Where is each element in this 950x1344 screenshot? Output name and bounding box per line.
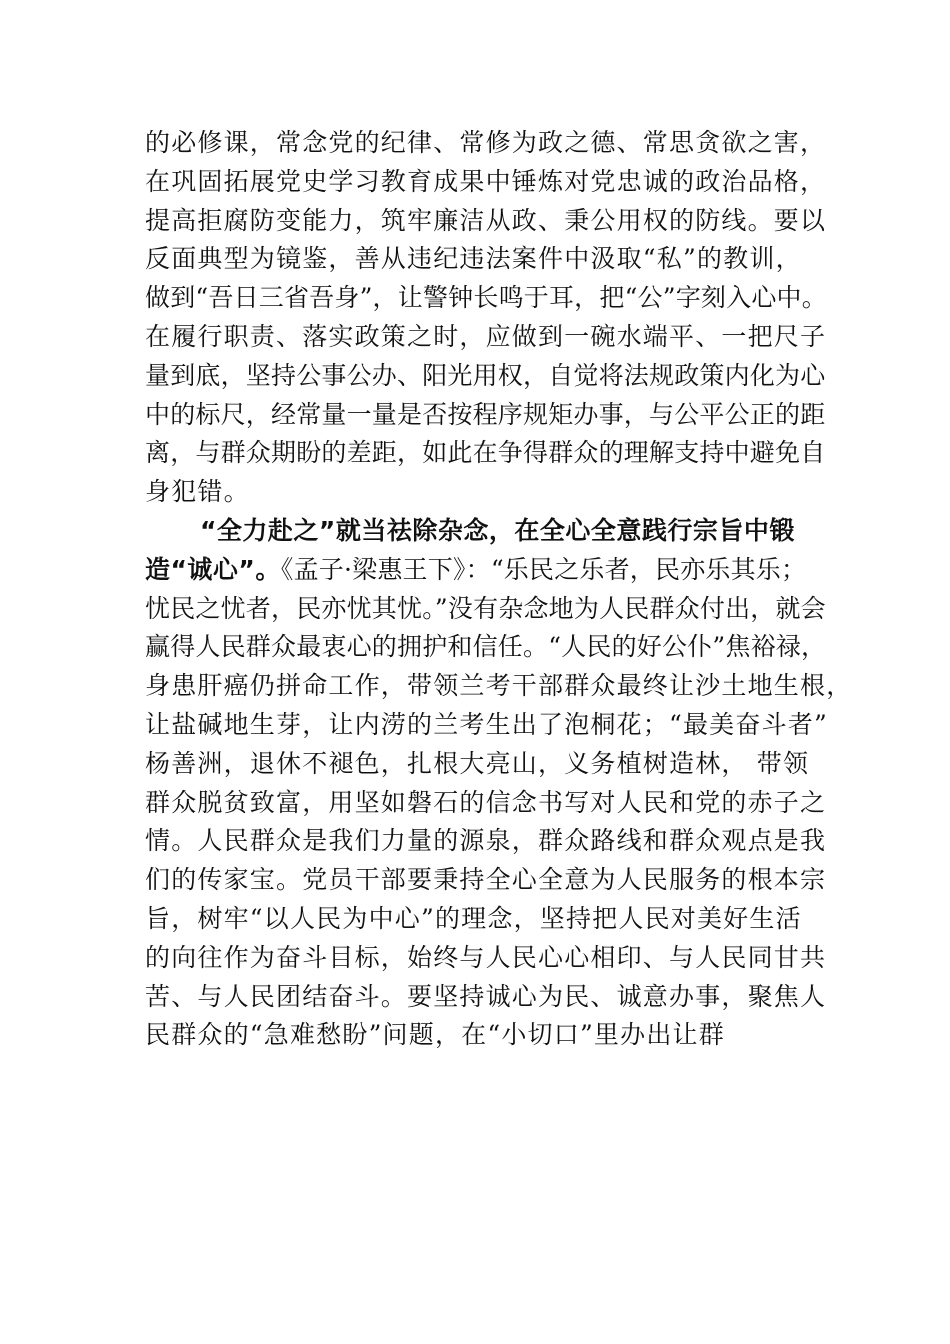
text-line: 群众脱贫致富，用坚如磐石的信念书写对人民和党的赤子之	[145, 787, 827, 817]
text-line: 忧民之忧者，民亦忧其忧。”没有杂念地为人民群众付出，就会	[145, 593, 826, 623]
text-line: 让盐碱地生芽，让内涝的兰考生出了泡桐花；“最美奋斗者”	[145, 709, 828, 739]
text-line: 民群众的“急难愁盼”问题，在“小切口”里办出让群	[145, 1020, 725, 1050]
text-line: 苦、与人民团结奋斗。要坚持诚心为民、诚意办事，聚焦人	[145, 981, 827, 1011]
text-line: 身患肝癌仍拼命工作，带领兰考干部群众最终让沙土地生根，	[145, 671, 853, 701]
text-line: 做到“吾日三省吾身”，让警钟长鸣于耳，把“公”字刻入心中。	[145, 283, 827, 313]
text-line: 量到底，坚持公事公办、阳光用权，自觉将法规政策内化为心	[145, 360, 826, 390]
text-line: 中的标尺，经常量一量是否按程序规矩办事，与公平公正的距	[145, 399, 826, 429]
quote-text: 《孟子·梁惠王下》：“乐民之乐者，民亦乐其乐；	[280, 554, 807, 584]
text-line: 在履行职责、落实政策之时，应做到一碗水端平、一把尺子	[145, 321, 827, 351]
text-line: 情。人民群众是我们力量的源泉，群众路线和群众观点是我	[145, 826, 827, 856]
text-line: 离，与群众期盼的差距，如此在争得群众的理解支持中避免自	[145, 438, 826, 468]
text-line: 旨，树牢“以人民为中心”的理念，坚持把人民对美好生活	[145, 903, 802, 933]
body-text	[145, 124, 853, 1055]
text-line: 的必修课，常念党的纪律、常修为政之德、常思贪欲之害，	[145, 128, 827, 157]
text-line: 的向往作为奋斗目标，始终与人民心心相印、与人民同甘共	[145, 942, 827, 972]
text-line: 们的传家宝。党员干部要秉持全心全意为人民服务的根本宗	[145, 865, 827, 895]
text-line: 反面典型为镜鉴，善从违纪违法案件中汲取“私”的教训，	[145, 244, 802, 274]
text-line: 在巩固拓展党史学习教育成果中锤炼对党忠诚的政治品格，	[145, 166, 827, 196]
section-heading-end: 造“诚心”。	[145, 554, 281, 584]
section-heading: “全力赴之”就当祛除杂念，在全心全意践行宗旨中锻	[200, 515, 795, 545]
text-line: 身犯错。	[145, 477, 250, 507]
text-line: 杨善洲，退休不褪色，扎根大亮山，义务植树造林， 带领	[145, 748, 810, 778]
text-line: 赢得人民群众最衷心的拥护和信任。“人民的好公仆”焦裕禄，	[145, 632, 827, 662]
text-line: 提高拒腐防变能力，筑牢廉洁从政、秉公用权的防线。要以	[145, 205, 827, 235]
text-line	[145, 551, 825, 590]
